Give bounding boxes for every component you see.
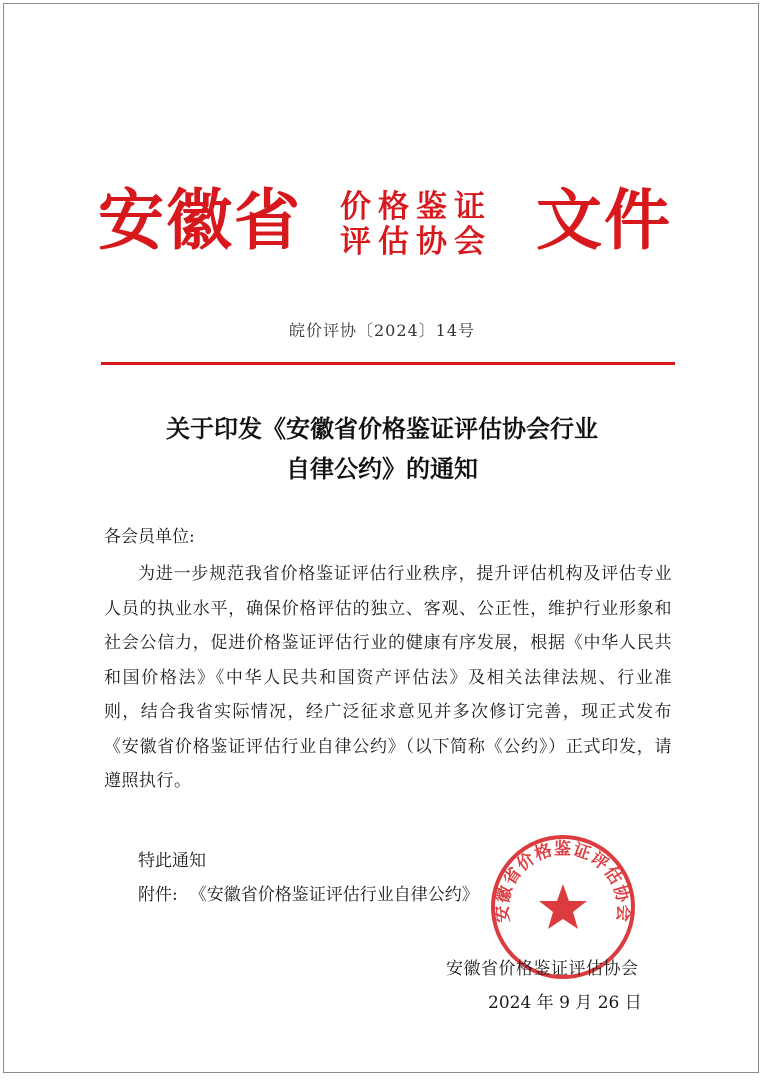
header-document-label: 文件	[536, 181, 672, 259]
attachment-line	[138, 880, 491, 905]
title-line-2: 自律公约》的通知	[286, 454, 478, 483]
header-divider	[101, 362, 675, 365]
seal-star-icon	[539, 884, 587, 929]
document-header	[98, 180, 678, 260]
body-paragraph: 为进一步规范我省价格鉴证评估行业秩序，提升评估机构及评估专业人员的执业水平，确保价格评估的独立、客观、公正性，维护行业形象和社会公信力，促进价格鉴证评估行业的健康有序发展，根据《中华人民共和国价格法》《中华人民共和国资产评估法》及相关法律法规、行业准则，结合我省实际情况，经广泛征求意见并多次修订完善，现正式发布《安徽省价格鉴证评估行业自律公约》（以下简称《公约》）正式印发，请遵照执行。	[104, 564, 672, 791]
title-line-1: 关于印发《安徽省价格鉴证评估协会行业	[166, 414, 598, 443]
document-number: 皖价评协〔2024〕14号	[288, 321, 476, 340]
document-title	[4, 409, 760, 489]
header-organization	[340, 190, 520, 260]
signature-date: 2024 年 9 月 26 日	[488, 993, 642, 1013]
header-province: 安徽省	[98, 181, 302, 259]
attachment-name: 《安徽省价格鉴证评估行业自律公约》	[189, 885, 479, 905]
document-page	[3, 3, 759, 1073]
closing-notice: 特此通知	[138, 851, 206, 871]
header-org-line1: 价格鉴证	[340, 189, 492, 225]
signature-organization: 安徽省价格鉴证评估协会	[446, 959, 639, 979]
salutation: 各会员单位:	[104, 527, 195, 547]
header-org-line2: 评估协会	[340, 224, 492, 260]
seal-text: 安徽省价格鉴证评估协会	[492, 839, 634, 924]
attachment-label: 附件:	[138, 885, 178, 905]
